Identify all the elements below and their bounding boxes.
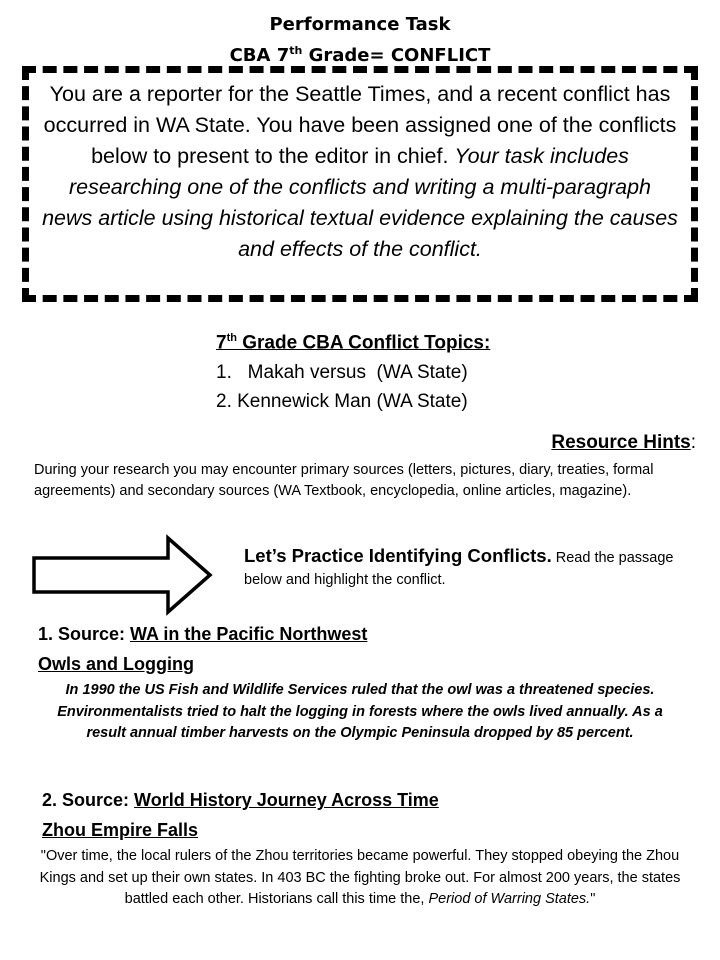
page-title: Performance Task	[269, 14, 451, 35]
resource-hints-heading	[551, 432, 696, 454]
subtitle-sup: th	[289, 44, 303, 57]
topics-title-pre: 7	[216, 332, 227, 354]
right-arrow-icon	[30, 534, 214, 616]
source-passage	[30, 846, 690, 911]
source-subtitle: Owls and Logging	[38, 654, 194, 674]
practice-instructions	[244, 545, 684, 591]
source-prefix: 1. Source:	[38, 624, 131, 644]
topics-heading	[216, 332, 490, 354]
assignment-intro: You are a reporter for the Seattle Times, and a recent conflict has occurred in WA State. You have been assigned one of the conflicts below to present to the editor in chief.	[43, 82, 677, 168]
source-passage: In 1990 the US Fish and Wildlife Services ruled that the owl was a threatened species. Environmentalists tried to halt the logging in forests where the owls lived annually. As a result annual timber harvests on the Olympic Peninsula dropped by 85 percent.	[57, 682, 663, 741]
passage-text: "Over time, the local rulers of the Zhou territories became powerful. They stopped obeying the Zhou Kings and set up their own states. In 403 BC the fighting broke out. For almost 200 years, the states battled each other. Historians call this time the,	[39, 848, 681, 907]
source-subtitle: Zhou Empire Falls	[42, 820, 199, 840]
topics-title-sup: th	[226, 332, 237, 344]
passage-italic: Period of Warring States.	[428, 891, 591, 907]
topics-title-post: Grade CBA Conflict Topics:	[236, 332, 491, 354]
practice-heading: Let’s Practice Identifying Conflicts.	[244, 545, 552, 566]
source-prefix: 2. Source:	[42, 790, 135, 810]
source-name: WA in the Pacific Northwest	[130, 624, 368, 644]
page-subtitle	[0, 44, 720, 66]
assignment-box	[22, 66, 698, 302]
assignment-text	[29, 73, 691, 265]
passage-end: "	[590, 891, 596, 907]
resource-hints-label: Resource Hints	[551, 432, 691, 453]
topic-item: 2. Kennewick Man (WA State)	[216, 391, 468, 412]
topic-item: 1. Makah versus (WA State)	[216, 362, 468, 383]
practice-instruction: Read the passage below and highlight the conflict.	[244, 550, 674, 588]
source-title	[38, 624, 367, 645]
source-name: World History Journey Across Time	[134, 790, 439, 810]
assignment-task: Your task includes researching one of the conflicts and writing a multi-paragraph news article using historical textual evidence explaining the causes and effects of the conflict.	[42, 144, 678, 261]
resource-hints-body: During your research you may encounter primary sources (letters, pictures, diary, treaties, formal agreements) and secondary sources (WA Textbook, encyclopedia, online articles, magazine).	[34, 462, 654, 499]
subtitle-pre: CBA 7	[229, 45, 290, 66]
source-title	[42, 790, 439, 811]
resource-hints-colon: :	[690, 432, 696, 453]
subtitle-post: Grade= CONFLICT	[302, 45, 491, 66]
